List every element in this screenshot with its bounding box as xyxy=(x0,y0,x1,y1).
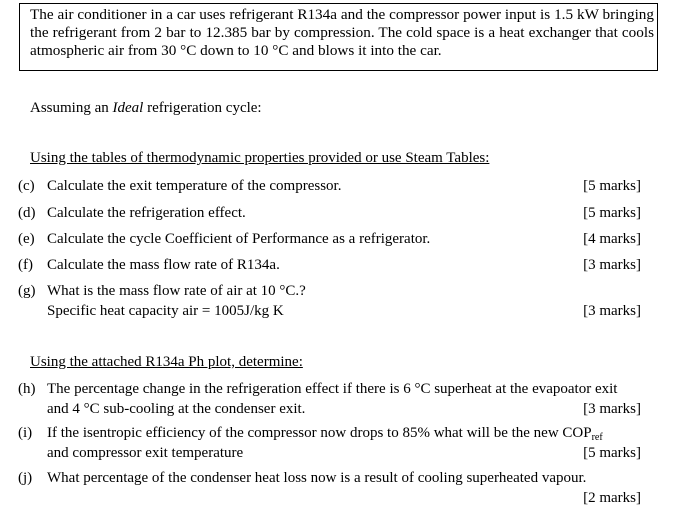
cop-subscript: ref xyxy=(591,432,603,443)
section2-heading: Using the attached R134a Ph plot, determine: xyxy=(30,354,303,370)
question-label: (d) xyxy=(18,205,36,221)
question-marks: [3 marks] xyxy=(583,401,641,417)
section1-heading: Using the tables of thermodynamic properties provided or use Steam Tables: xyxy=(30,150,490,166)
question-text: The percentage change in the refrigeration effect if there is 6 °C superheat at the evapoator exit xyxy=(47,381,618,397)
question-text: What is the mass flow rate of air at 10 °C.? xyxy=(47,283,306,299)
question-text: Calculate the mass flow rate of R134a. xyxy=(47,257,280,273)
question-marks: [3 marks] xyxy=(583,257,641,273)
assumption-line xyxy=(30,99,262,117)
question-text: Calculate the refrigeration effect. xyxy=(47,205,246,221)
assumption-emphasis: Ideal xyxy=(112,100,144,116)
question-text: Calculate the cycle Coefficient of Performance as a refrigerator. xyxy=(47,231,431,247)
question-text: Calculate the exit temperature of the compressor. xyxy=(47,178,342,194)
question-text xyxy=(47,424,603,442)
question-text-main: If the isentropic efficiency of the compressor now drops to 85% what will be the new COP xyxy=(47,425,592,441)
question-label: (c) xyxy=(18,178,35,194)
question-marks: [4 marks] xyxy=(583,231,641,247)
question-marks: [2 marks] xyxy=(583,490,641,506)
question-label: (g) xyxy=(18,283,36,299)
question-text: What percentage of the condenser heat loss now is a result of cooling superheated vapour. xyxy=(47,470,587,486)
question-text-line2: Specific heat capacity air = 1005J/kg K xyxy=(47,303,284,319)
question-text-line2: and 4 °C sub-cooling at the condenser exit. xyxy=(47,401,306,417)
question-label: (e) xyxy=(18,231,35,247)
question-label: (f) xyxy=(18,257,33,273)
intro-paragraph: The air conditioner in a car uses refrigerant R134a and the compressor power input is 1.5 kW bringing the refrigerant from 2 bar to 12.385 bar by compression. The cold space is a heat exchanger that cools atmospheric air from 30 °C down to 10 °C and blows it into the car. xyxy=(30,6,654,59)
assumption-prefix: Assuming an xyxy=(30,100,113,116)
question-label: (h) xyxy=(18,381,36,397)
question-marks: [5 marks] xyxy=(583,445,641,461)
question-marks: [3 marks] xyxy=(583,303,641,319)
question-text-line2: and compressor exit temperature xyxy=(47,445,244,461)
assumption-suffix: refrigeration cycle: xyxy=(143,100,262,116)
question-marks: [5 marks] xyxy=(583,178,641,194)
question-label: (i) xyxy=(18,425,33,441)
question-label: (j) xyxy=(18,470,33,486)
question-marks: [5 marks] xyxy=(583,205,641,221)
